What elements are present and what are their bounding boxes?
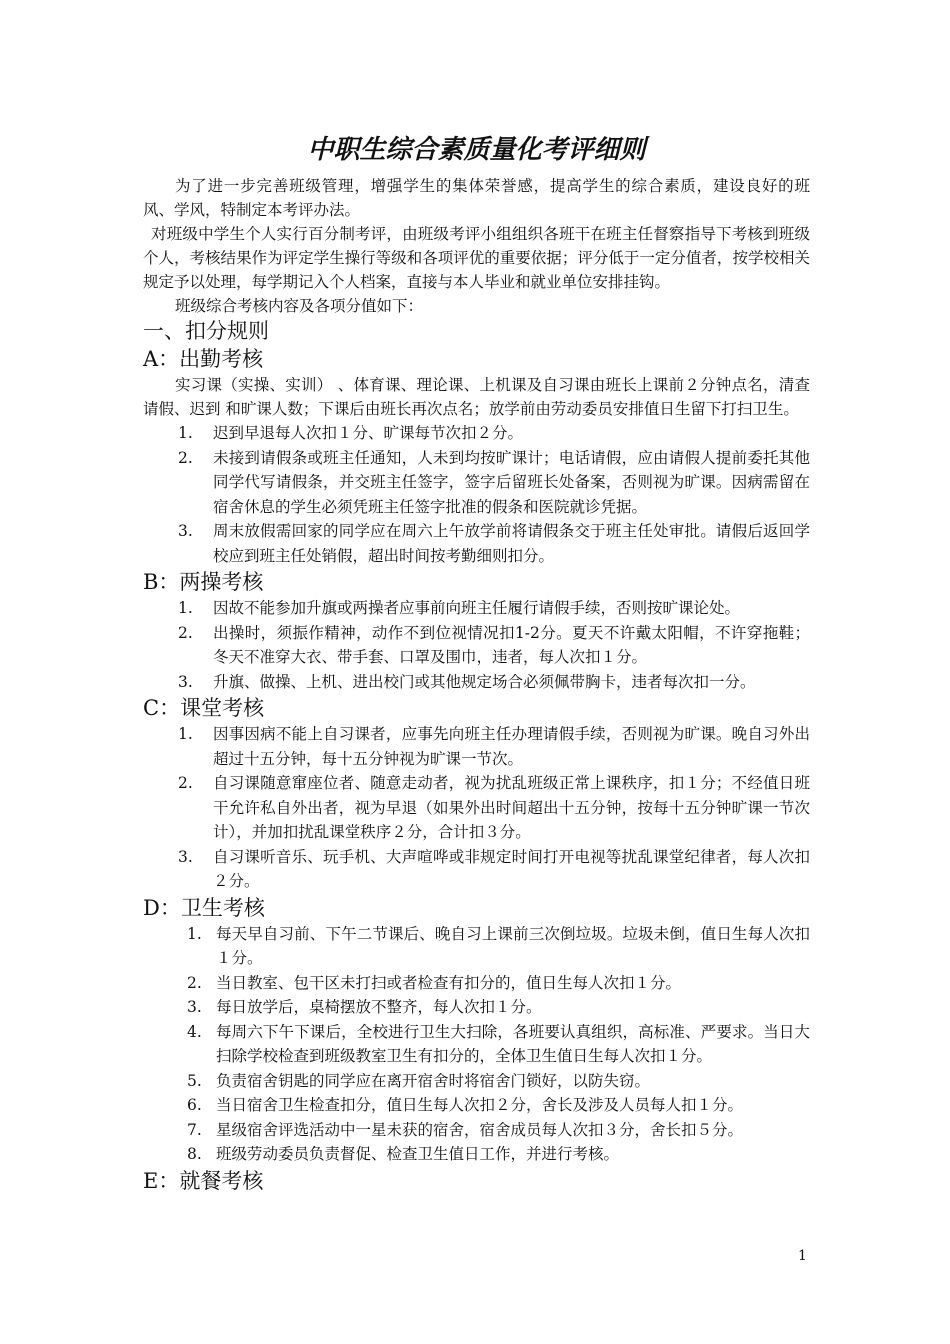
list-number: 4. <box>187 1022 202 1041</box>
list-text: 因事因病不能上自习课者，应事先向班主任办理请假手续，否则视为旷课。晚自习外出超过十五分钟，每十五分钟视为旷课一节次。 <box>213 725 810 768</box>
list-text: 每周六下午下课后，全校进行卫生大扫除，各班要认真组织，高标准、严要求。当日大扫除学校检查到班级教室卫生有扣分的，全体卫生值日生每人次扣１分。 <box>216 1022 810 1065</box>
page-number: 1 <box>798 1248 807 1264</box>
list-text: 周末放假需回家的同学应在周六上午放学前将请假条交于班主任处审批。请假后返回学校应到班主任处销假，超出时间按考勤细则扣分。 <box>213 522 810 565</box>
list-text: 未接到请假条或班主任通知，人未到均按旷课计；电话请假，应由请假人提前委托其他同学代写请假条，并交班主任签字，签字后留班长处备案，否则视为旷课。因病需留在宿舍休息的学生必须凭班主任签字批准的假条和医院就诊凭据。 <box>213 448 810 516</box>
list-item <box>143 519 810 568</box>
list-text: 因故不能参加升旗或两操者应事前向班主任履行请假手续，否则按旷课论处。 <box>213 599 741 617</box>
list-number: 2. <box>187 973 202 992</box>
list-number: 1. <box>187 924 202 943</box>
list-text: 迟到早退每人次扣１分、旷课每节次扣２分。 <box>213 424 524 442</box>
list-number: 3. <box>178 847 193 866</box>
list-number: 8. <box>187 1145 202 1163</box>
intro-paragraph-3: 班级综合考核内容及各项分值如下： <box>175 297 424 315</box>
list-number: 3. <box>178 672 193 691</box>
list-item <box>143 421 810 446</box>
list-item <box>143 621 810 670</box>
list-text: 自习课随意窜座位者、随意走动者，视为扰乱班级正常上课秩序，扣１分；不经值日班干允许私自外出者，视为早退（如果外出时间超出十五分钟，按每十五分钟旷课一节次计），并加扣扰乱课堂秩序２分，合计扣３分。 <box>213 774 810 841</box>
list-text: 班级劳动委员负责督促、检查卫生值日工作，并进行考核。 <box>216 1145 620 1163</box>
list-text: 每天早自习前、下午二节课后、晚自习上课前三次倒垃圾。垃圾未倒，值日生每人次扣１分。 <box>216 924 810 967</box>
list-text: 出操时，须振作精神，动作不到位视情况扣1-2分。夏天不许戴太阳帽，不许穿拖鞋；冬天不准穿大衣、带手套、口罩及围巾，违者，每人次扣１分。 <box>213 623 810 666</box>
list-item <box>143 722 810 771</box>
subsection-heading-hygiene: D：卫生考核 <box>143 895 265 920</box>
list-item <box>143 596 810 621</box>
intro-paragraph-2: 对班级中学生个人实行百分制考评，由班级考评小组组织各班干在班主任督察指导下考核到班级个人，考核结果作为评定学生操行等级和各项评优的重要依据；评分低于一定分值者，按学校相关规定予以处理，每学期记入个人档案，直接与本人毕业和就业单位安排挂钩。 <box>143 225 810 291</box>
list-text: 升旗、做操、上机、进出校门或其他规定场合必须佩带胸卡，违者每次扣一分。 <box>213 672 756 691</box>
list-text: 负责宿舍钥匙的同学应在离开宿舍时将宿舍门锁好，以防失窃。 <box>216 1071 651 1090</box>
attendance-list <box>143 421 810 568</box>
list-item <box>143 670 810 695</box>
subsection-heading-classroom: C：课堂考核 <box>143 696 265 720</box>
section-heading-deduction-rules: 一、扣分规则 <box>143 319 269 343</box>
list-number: 1. <box>178 424 193 442</box>
list-number: 1. <box>178 725 193 743</box>
exercises-list <box>143 596 810 694</box>
hygiene-list <box>143 922 810 1167</box>
list-number: 1. <box>178 599 193 617</box>
list-number: 3. <box>187 998 202 1016</box>
subsection-heading-attendance: A：出勤考核 <box>143 347 264 371</box>
list-number: 3. <box>178 522 193 540</box>
document-title: 中职生综合素质量化考评细则 <box>307 135 646 165</box>
list-item <box>143 1142 810 1167</box>
attendance-paragraph: 实习课（实操、实训） 、体育课、理论课、上机课及自习课由班长上课前２分钟点名，清查请假、迟到 和旷课人数；下课后由班长再次点名；放学前由劳动委员安排值日生留下打扫卫生。 <box>143 376 810 418</box>
list-item <box>143 1093 810 1118</box>
list-item <box>143 845 810 894</box>
list-item <box>143 971 810 996</box>
list-number: 5. <box>187 1071 202 1090</box>
list-item <box>143 922 810 971</box>
list-text: 自习课听音乐、玩手机、大声喧哗或非规定时间打开电视等扰乱课堂纪律者，每人次扣２分。 <box>213 847 810 890</box>
list-number: 2. <box>178 448 193 467</box>
subsection-heading-dining: E：就餐考核 <box>143 1168 264 1193</box>
list-item <box>143 1069 810 1094</box>
list-text: 每日放学后，桌椅摆放不整齐，每人次扣１分。 <box>216 998 542 1016</box>
list-number: 2. <box>178 774 193 792</box>
document-content <box>143 132 810 1195</box>
list-item <box>143 1020 810 1069</box>
list-item <box>143 995 810 1020</box>
list-number: 7. <box>187 1120 202 1139</box>
subsection-heading-exercises: B：两操考核 <box>143 570 264 594</box>
classroom-list <box>143 722 810 894</box>
list-number: 2. <box>178 623 193 642</box>
list-text: 星级宿舍评选活动中一星未获的宿舍，宿舍成员每人次扣３分，舍长扣５分。 <box>216 1120 744 1139</box>
list-number: 6. <box>187 1096 202 1114</box>
list-item <box>143 1118 810 1143</box>
list-item <box>143 446 810 520</box>
list-text: 当日教室、包干区未打扫或者检查有扣分的，值日生每人次扣１分。 <box>216 973 682 992</box>
list-text: 当日宿舍卫生检查扣分，值日生每人次扣２分，舍长及涉及人员每人扣１分。 <box>216 1096 744 1114</box>
intro-paragraph-1: 为了进一步完善班级管理，增强学生的集体荣誉感，提高学生的综合素质，建设良好的班风、学风，特制定本考评办法。 <box>143 177 810 219</box>
list-item <box>143 771 810 845</box>
